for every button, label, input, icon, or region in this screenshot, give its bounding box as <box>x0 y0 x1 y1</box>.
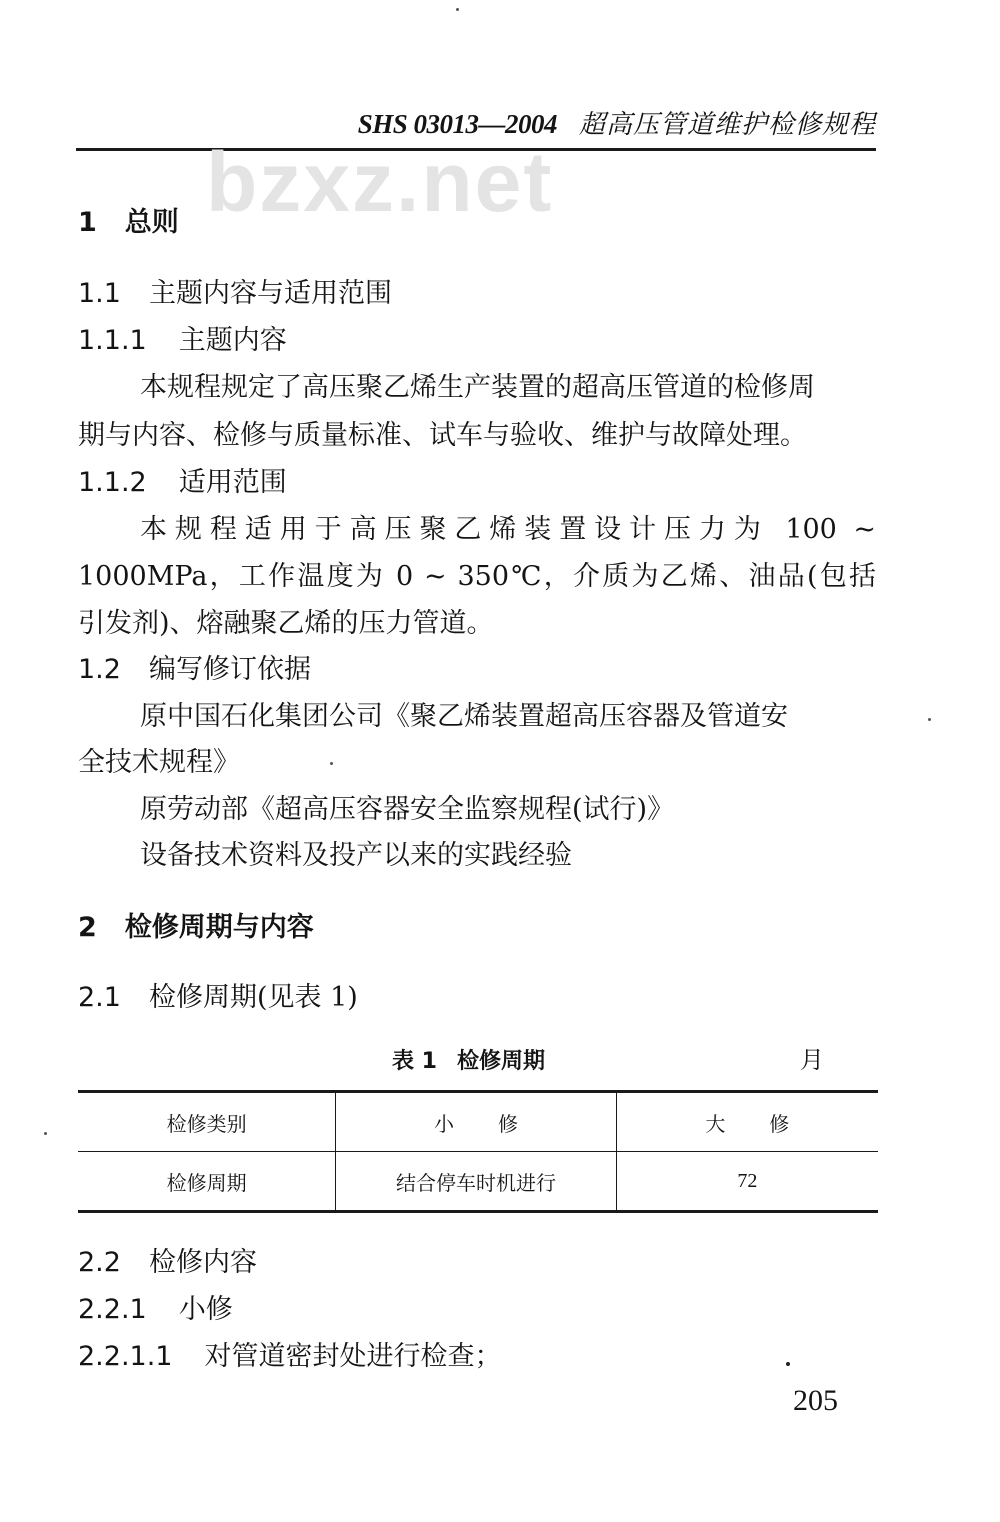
scan-speck <box>928 718 931 721</box>
section-heading-1 <box>78 205 179 241</box>
section-title: 总则 <box>124 207 179 238</box>
section-number: 2 <box>78 912 97 943</box>
section-heading-1-1-1 <box>78 323 287 359</box>
scan-speck <box>330 762 333 765</box>
section-title: 适用范围 <box>178 467 287 498</box>
table-cell: 结合停车时机进行 <box>336 1152 616 1212</box>
standard-title: 超高压管道维护检修规程 <box>578 110 876 140</box>
section-heading-1-1-2 <box>78 465 287 501</box>
scan-speck <box>456 8 459 11</box>
section-title: 对管道密封处进行检查； <box>204 1341 502 1372</box>
section-number: 1.1 <box>78 278 121 309</box>
section-number: 2.2.1.1 <box>78 1341 173 1372</box>
section-heading-2-2-1-1 <box>78 1339 501 1375</box>
table-cell: 72 <box>616 1152 878 1212</box>
table-title: 检修周期 <box>456 1049 545 1074</box>
reference-line: 全技术规程》 <box>78 747 240 778</box>
reference-line: 原劳动部《超高压容器安全监察规程(试行)》 <box>140 794 675 825</box>
section-number: 1.1.2 <box>78 467 147 498</box>
section-heading-1-2 <box>78 652 311 688</box>
section-number: 2.2.1 <box>78 1294 147 1325</box>
table-cell: 检修周期 <box>78 1152 336 1212</box>
table-header-cell: 检修类别 <box>78 1092 336 1152</box>
section-title: 主题内容 <box>178 325 287 356</box>
section-number: 2.2 <box>78 1247 121 1278</box>
section-heading-2 <box>78 910 314 946</box>
table-row <box>78 1152 878 1212</box>
page-number: 205 <box>793 1384 838 1417</box>
section-heading-2-2-1 <box>78 1292 233 1328</box>
table-number: 表 1 <box>392 1049 437 1074</box>
section-number: 1.1.1 <box>78 325 147 356</box>
paragraph-line: 本规程规定了高压聚乙烯生产装置的超高压管道的检修周 <box>140 372 815 403</box>
section-title: 检修内容 <box>148 1247 257 1278</box>
section-heading-2-2 <box>78 1245 257 1281</box>
section-number: 1 <box>78 207 97 238</box>
reference-line: 设备技术资料及投产以来的实践经验 <box>140 840 572 871</box>
table-header-row <box>78 1092 878 1152</box>
section-number: 1.2 <box>78 654 121 685</box>
paragraph-line: 1000MPa，工作温度为 0 ~ 350℃，介质为乙烯、油品(包括 <box>78 561 876 592</box>
table-caption <box>392 1046 545 1078</box>
section-title: 主题内容与适用范围 <box>148 278 392 309</box>
maintenance-cycle-table <box>78 1090 878 1213</box>
standard-code: SHS 03013—2004 <box>357 109 557 139</box>
table-unit: 月 <box>800 1046 824 1074</box>
reference-line: 原中国石化集团公司《聚乙烯装置超高压容器及管道安 <box>140 701 788 732</box>
section-title: 检修周期(见表 1) <box>148 982 358 1013</box>
section-number: 2.1 <box>78 982 121 1013</box>
scan-speck <box>786 1362 790 1366</box>
section-heading-2-1 <box>78 980 358 1016</box>
section-title: 检修周期与内容 <box>124 912 314 943</box>
table-header-cell <box>336 1092 616 1152</box>
paragraph-line: 引发剂)、熔融聚乙烯的压力管道。 <box>78 608 494 639</box>
section-title: 小修 <box>178 1294 233 1325</box>
table-header-cell <box>616 1092 878 1152</box>
header-minor-repair: 小修 <box>433 1111 562 1136</box>
scan-speck <box>44 1132 47 1135</box>
section-title: 编写修订依据 <box>148 654 311 685</box>
section-heading-1-1 <box>78 276 392 312</box>
paragraph-line: 期与内容、检修与质量标准、试车与验收、维护与故障处理。 <box>78 420 807 451</box>
watermark: bzxz.net <box>206 135 554 229</box>
header-major-repair: 大修 <box>705 1111 834 1136</box>
paragraph-line: 本规程适用于高压聚乙烯装置设计压力为 100 ~ <box>140 514 876 545</box>
